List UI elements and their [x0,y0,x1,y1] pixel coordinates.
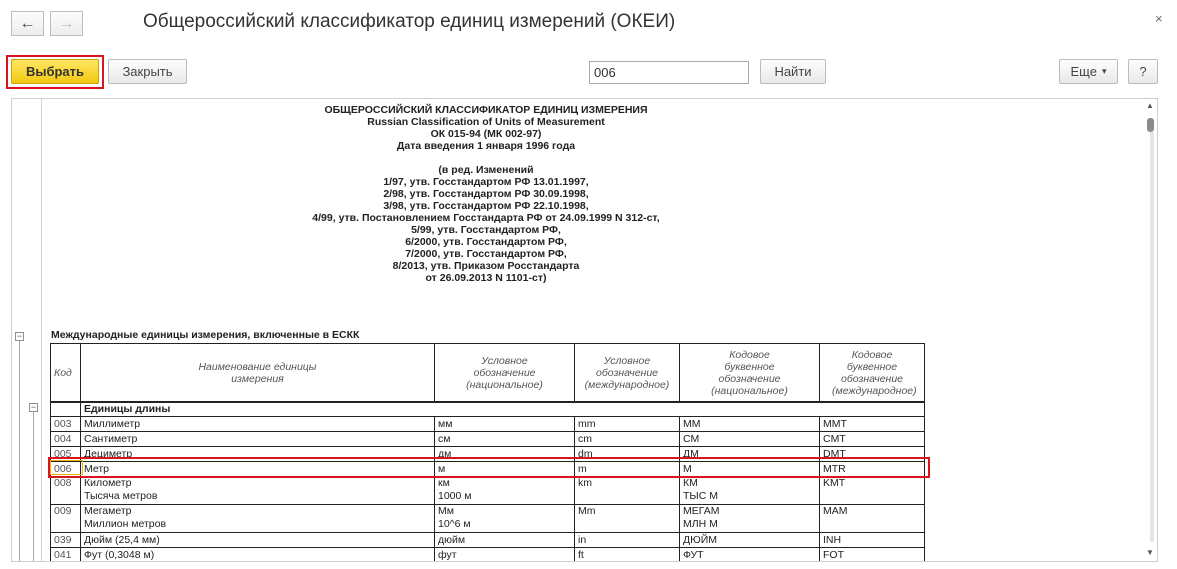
active-cell-cursor [50,460,83,475]
gutter-divider [41,99,42,561]
group-title: Единицы длины [81,402,925,417]
document-header: ОБЩЕРОССИЙСКИЙ КЛАССИФИКАТОР ЕДИНИЦ ИЗМЕРЕНИЯ Russian Classification of Units of Measurement ОК 015-94 (МК 002-97) Дата введения 1 января 1996 года (в ред. Изменений 1/97, утв. Госстандартом РФ 13.01.1997, 2/98, утв. Госстандартом РФ 30.09.1998, 3/98, утв. Госстандартом РФ 22.10.1998, 4/99, утв. Постановлением Госстандарта РФ от 24.09.1999 N 312-ст, 5/99, утв. Госстандартом РФ, 6/2000, утв. Госстандартом РФ, 7/2000, утв. Госстандартом РФ, 8/2013, утв. Приказом Росстандарта от 26.09.2013 N 1101-ст) [312,104,660,284]
find-button[interactable]: Найти [760,59,826,84]
selected-code-cell: 006 [51,462,81,477]
table-row[interactable]: 039 Дюйм (25,4 мм) дюйм in ДЮЙМ INH [51,533,925,548]
frame-bottom-border [11,561,1158,562]
column-header: Код [51,344,81,403]
arrow-left-icon: ← [19,14,36,32]
scroll-thumb[interactable] [1147,118,1154,132]
forward-button[interactable] [50,11,83,36]
column-header: Условное обозначение (национальное) [435,344,575,403]
select-button[interactable]: Выбрать [11,59,99,84]
table-row[interactable]: 005 Дециметр дм dm ДМ DMT [51,447,925,462]
column-header: Условное обозначение (международное) [575,344,680,403]
table-row[interactable]: 008 Километр Тысяча метров км 1000 м km КМ ТЫС М KMT [51,477,925,505]
outline-line [19,341,20,561]
scroll-rail [1150,132,1154,542]
scroll-down-icon[interactable]: ▼ [1146,548,1154,557]
close-icon[interactable]: × [1155,11,1163,26]
column-header: Кодовое буквенное обозначение (национальное) [680,344,820,403]
chevron-down-icon: ▾ [1101,66,1107,76]
table-row-selected[interactable]: 006 Метр м m М MTR [51,462,925,477]
arrow-right-icon: → [58,14,75,32]
search-input[interactable] [589,61,749,84]
column-header: Наименование единицы измерения [81,344,435,403]
back-button[interactable] [11,11,44,36]
collapse-group-icon[interactable]: − [30,402,37,412]
table-row[interactable]: 004 Сантиметр см cm СМ CMT [51,432,925,447]
table-row[interactable]: 003 Миллиметр мм mm ММ MMT [51,417,925,432]
units-table [50,343,925,563]
outline-line [33,412,34,561]
window-title: Общероссийский классификатор единиц измерений (ОКЕИ) [143,11,676,32]
table-row[interactable]: 041 Фут (0,3048 м) фут ft ФУТ FOT [51,548,925,563]
more-button[interactable] [1059,59,1118,84]
selected-row-highlight [48,457,930,478]
column-header: Кодовое буквенное обозначение (международное) [820,344,925,403]
section-title: Международные единицы измерения, включенные в ЕСКК [51,329,360,341]
close-button[interactable]: Закрыть [108,59,187,84]
table-row[interactable]: 009 Мегаметр Миллион метров Мм 10^6 м Mm МЕГАМ МЛН М MAM [51,505,925,533]
more-label: Еще [1070,64,1097,79]
scroll-up-icon[interactable]: ▲ [1146,101,1154,110]
collapse-section-icon[interactable]: − [16,331,23,341]
frame-bottom-mask [12,561,1158,569]
help-button[interactable]: ? [1128,59,1158,84]
